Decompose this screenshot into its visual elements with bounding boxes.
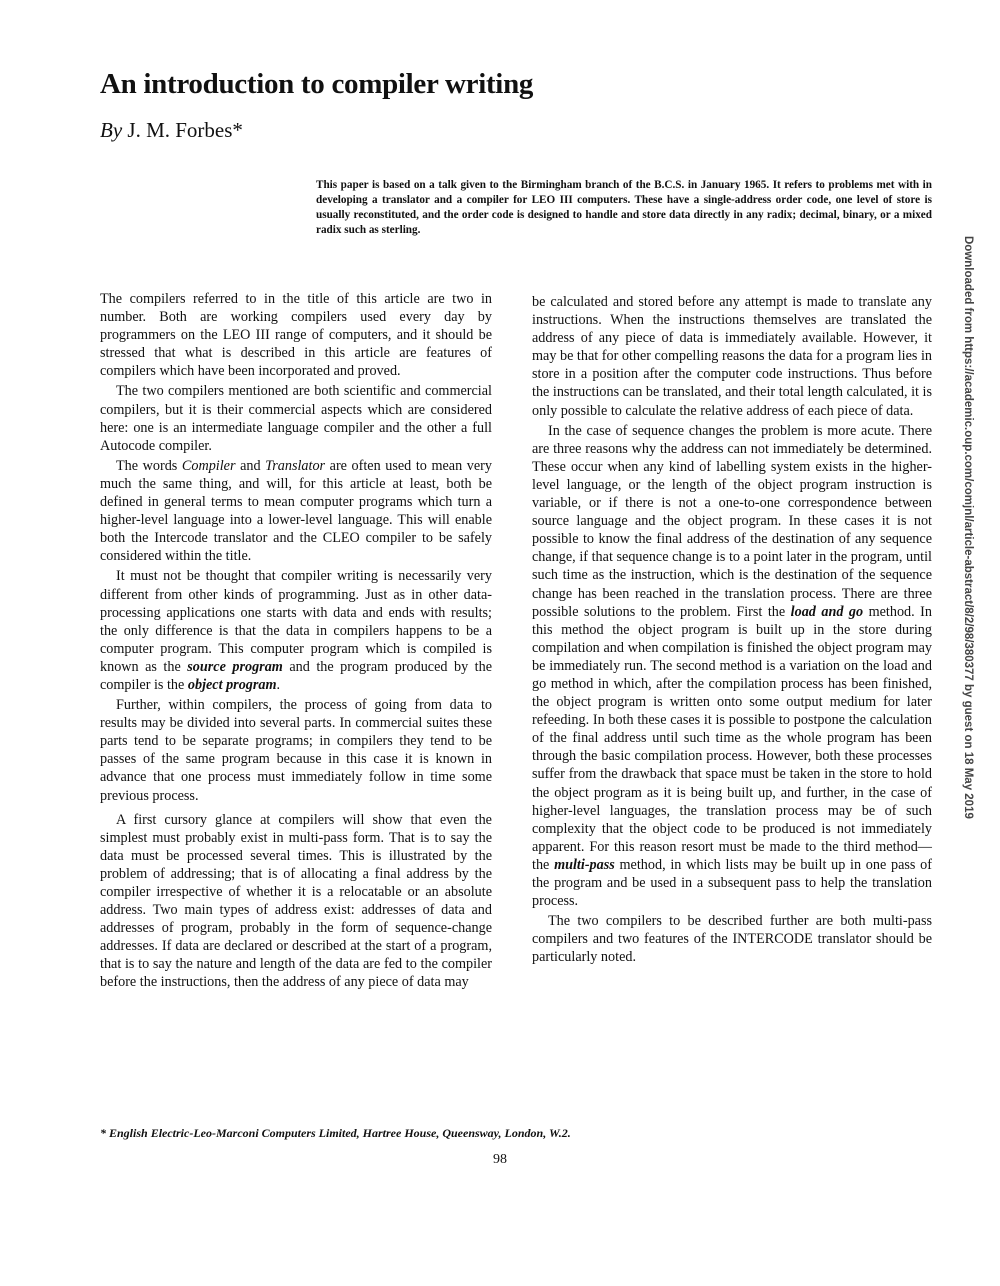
author-name: J. M. Forbes* xyxy=(127,118,243,142)
article-title: An introduction to compiler writing xyxy=(100,68,534,100)
text-run: and xyxy=(235,457,266,474)
body-paragraph: The two compilers mentioned are both scientific and commercial compilers, but it is their commercial aspects which are considered here: one is an intermediate language compiler and the other a full Autocode compiler. xyxy=(100,383,492,454)
text-run: method. In this method the object program is built up in the store during compilation and when compilation is finished the object program may be immediately run. The second method is a variation on the load and go method in which, after the compilation process has been finished, the object program is written onto some output medium for later refeeding. In both these cases it is possible to postpone the calculation of the final address until such time as the whole program has been through the basic compilation process. However, both these processes suffer from the drawback that space must be taken in the store to hold the object program as it is being built up, and further, in the case of higher-level languages, the translation process may be of such complexity that the object code to be produced is not immediately apparent. For this reason resort must be made to the third method—the xyxy=(532,603,932,873)
body-paragraph: A first cursory glance at compilers will show that even the simplest must probably exist in multi-pass form. That is to say the data must be processed several times. This is illustrated by the problem of addressing; that is of allocating a final address by the compiler irrespective of whether it is a relocatable or an absolute address. Two main types of address exist: addresses of data and addresses of program, probably in the form of sequence-change addresses. If data are declared or described at the start of a program, that is to say the nature and length of the data are fed to the compiler before the instructions, then the address of any piece of data may xyxy=(100,811,492,991)
download-watermark: Downloaded from https://academic.oup.com/comjnl/article-abstract/8/2/98/380377 by guest on 18 May 2019 xyxy=(962,236,974,819)
term-compiler: Compiler xyxy=(181,457,236,474)
byline xyxy=(100,118,243,143)
term-source-program: source program xyxy=(187,658,283,675)
left-column xyxy=(100,290,492,992)
body-paragraph: Further, within compilers, the process of going from data to results may be divided into several parts. In commercial suites these parts tend to be separate programs; in compilers they tend to be passes of the same program because in this case it is known in advance that one process must immediately follow in time some previous process. xyxy=(100,697,492,804)
body-paragraph: be calculated and stored before any attempt is made to translate any instructions. When the instructions themselves are translated the address of any piece of data is immediately available. However, it may be that for other compelling reasons the data for a program lies in store in a position after the computer code instructions. Thus before the instructions can be translated, and their total length calculated, it is only possible to calculate the relative address of each piece of data. xyxy=(532,294,932,419)
byline-prefix: By xyxy=(100,118,123,142)
body-paragraph xyxy=(532,422,932,911)
body-paragraph: The compilers referred to in the title of this article are two in number. Both are working compilers used every day by programmers on the LEO III range of computers, and it should be stressed that what is described in this article are features of compilers which have been incorporated and proved. xyxy=(100,291,492,380)
term-multi-pass: multi-pass xyxy=(554,856,615,873)
body-paragraph xyxy=(100,457,492,566)
term-load-and-go: load and go xyxy=(790,603,864,620)
text-run: In the case of sequence changes the problem is more acute. There are three reasons why the address can not immediately be determined. These occur when any kind of labelling system exists in the higher-level language, or the length of the object program instruction is variable, or if there is not a one-to-one correspondence between source language and the object program. In these cases it is not possible to know the final address of the destination of any sequence change, if that sequence change is to a point later in the program, until such time as the instruction, which is the destination of the sequence change has been reached in the translation process. There are three possible solutions to the problem. First the xyxy=(532,422,932,620)
abstract: This paper is based on a talk given to the Birmingham branch of the B.C.S. in January 1965. It refers to problems met with in developing a translator and a compiler for LEO III computers. These have a single-address order code, one level of store is usually reconstituted, and the order code is designed to handle and store data directly in any radix; decimal, binary, or a mixed radix such as sterling. xyxy=(316,179,932,236)
right-column xyxy=(532,293,932,966)
page-number: 98 xyxy=(493,1152,507,1167)
text-run: The words xyxy=(116,457,182,474)
text-run: method, in which lists may be built up in one pass of the program and be used in a subsequent pass to help the translation process. xyxy=(532,856,932,910)
text-run: are often used to mean very much the same thing, and will, for this article at least, both be defined in general terms to mean computer programs which turn a higher-level language into a lower-level language. This will enable both the Intercode translator and the CLEO compiler to be safely considered within the title. xyxy=(100,457,492,565)
body-paragraph: The two compilers to be described further are both multi-pass compilers and two features of the INTERCODE translator should be particularly noted. xyxy=(532,913,932,966)
body-paragraph xyxy=(100,567,492,694)
text-run: . xyxy=(276,676,281,693)
text-run: It must not be thought that compiler writing is necessarily very different from other kinds of programming. Just as in other data-processing applications one starts with data and ends with results; the only difference is that the data in compilers happens to be a computer program. This computer program which is compiled is known as the xyxy=(100,568,492,675)
term-translator: Translator xyxy=(265,457,326,474)
footnote: * English Electric-Leo-Marconi Computers Limited, Hartree House, Queensway, London, W.2. xyxy=(100,1126,571,1140)
term-object-program: object program xyxy=(187,676,277,693)
text-run: and the program produced by the compiler is the xyxy=(100,658,492,693)
